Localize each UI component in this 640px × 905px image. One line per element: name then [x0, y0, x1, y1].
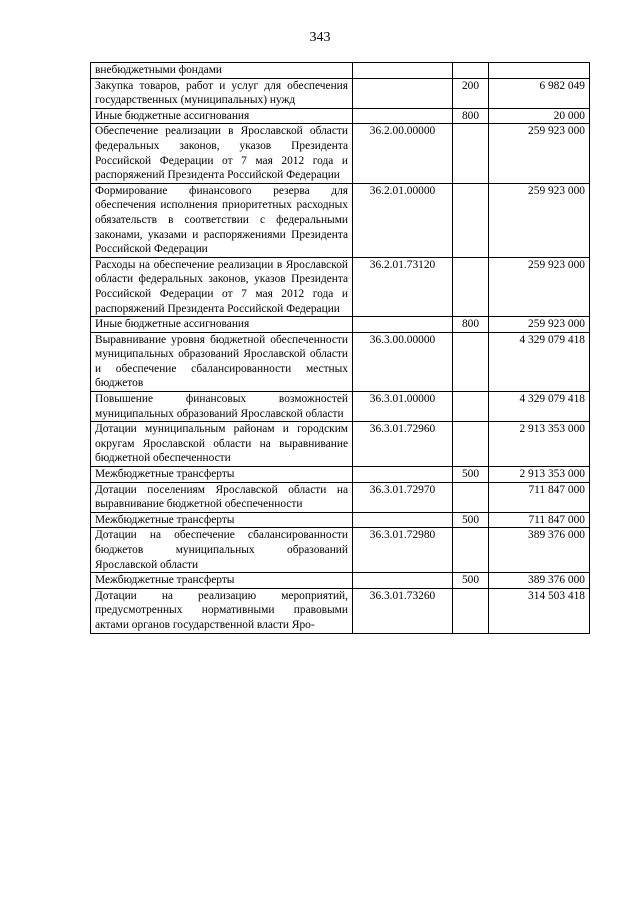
table-row — [91, 63, 590, 79]
table-row — [91, 467, 590, 483]
row-code: 36.3.01.72980 — [353, 528, 453, 573]
row-sum: 711 847 000 — [489, 482, 590, 512]
row-name: Межбюджетные трансферты — [91, 467, 353, 483]
row-sum: 4 329 079 418 — [489, 392, 590, 422]
table-row — [91, 528, 590, 573]
row-code — [353, 108, 453, 124]
row-code: 36.3.01.73260 — [353, 588, 453, 633]
row-sum: 20 000 — [489, 108, 590, 124]
row-code: 36.3.01.00000 — [353, 392, 453, 422]
table-row — [91, 317, 590, 333]
row-sum: 314 503 418 — [489, 588, 590, 633]
row-sum: 4 329 079 418 — [489, 332, 590, 391]
row-type: 500 — [453, 573, 489, 589]
table-row — [91, 332, 590, 391]
row-name: Иные бюджетные ассигнования — [91, 317, 353, 333]
row-type: 500 — [453, 512, 489, 528]
row-code — [353, 467, 453, 483]
row-name: Повышение финансовых возможностей муниципальных образований Ярославской области — [91, 392, 353, 422]
table-row — [91, 108, 590, 124]
row-code: 36.2.01.73120 — [353, 257, 453, 316]
budget-table — [90, 62, 590, 634]
row-code — [353, 63, 453, 79]
table-row — [91, 392, 590, 422]
row-code — [353, 512, 453, 528]
row-type — [453, 183, 489, 257]
row-name: Расходы на обеспечение реализации в Ярославской области федеральных законов, указов Президента Российской Федерации от 7 мая 2012 года и распоряжений Президента Российской Федерации — [91, 257, 353, 316]
row-type: 500 — [453, 467, 489, 483]
row-sum: 259 923 000 — [489, 257, 590, 316]
row-name: внебюджетными фондами — [91, 63, 353, 79]
row-type — [453, 588, 489, 633]
table-row — [91, 422, 590, 467]
row-sum: 2 913 353 000 — [489, 422, 590, 467]
row-code — [353, 317, 453, 333]
row-name: Обеспечение реализации в Ярославской области федеральных законов, указов Президента Российской Федерации от 7 мая 2012 года и распоряжений Президента Российской Федерации — [91, 124, 353, 183]
row-code: 36.2.01.00000 — [353, 183, 453, 257]
table-row — [91, 124, 590, 183]
row-name: Иные бюджетные ассигнования — [91, 108, 353, 124]
table-row — [91, 588, 590, 633]
row-type — [453, 332, 489, 391]
row-name: Дотации на обеспечение сбалансированности бюджетов муниципальных образований Ярославской области — [91, 528, 353, 573]
row-sum: 259 923 000 — [489, 124, 590, 183]
row-type — [453, 63, 489, 79]
row-sum: 389 376 000 — [489, 528, 590, 573]
row-sum: 711 847 000 — [489, 512, 590, 528]
row-name: Формирование финансового резерва для обеспечения исполнения приоритетных расходных обязательств в соответствии с федеральными законами, указами и распоряжениями Президента Российской Федерации — [91, 183, 353, 257]
row-sum: 259 923 000 — [489, 183, 590, 257]
row-sum: 6 982 049 — [489, 78, 590, 108]
table-row — [91, 257, 590, 316]
row-type — [453, 528, 489, 573]
row-code — [353, 573, 453, 589]
row-sum: 2 913 353 000 — [489, 467, 590, 483]
row-sum: 389 376 000 — [489, 573, 590, 589]
table-row — [91, 482, 590, 512]
row-code: 36.3.01.72970 — [353, 482, 453, 512]
row-code: 36.2.00.00000 — [353, 124, 453, 183]
row-name: Дотации муниципальным районам и городским округам Ярославской области на выравнивание бюджетной обеспеченности — [91, 422, 353, 467]
page-number: 343 — [309, 30, 331, 45]
row-type — [453, 422, 489, 467]
row-type — [453, 482, 489, 512]
table-row — [91, 512, 590, 528]
table-row — [91, 78, 590, 108]
row-name: Выравнивание уровня бюджетной обеспеченности муниципальных образований Ярославской области и обеспечение сбалансированности местных бюджетов — [91, 332, 353, 391]
row-code: 36.3.00.00000 — [353, 332, 453, 391]
row-type — [453, 257, 489, 316]
row-name: Закупка товаров, работ и услуг для обеспечения государственных (муниципальных) нужд — [91, 78, 353, 108]
row-sum — [489, 63, 590, 79]
row-type — [453, 124, 489, 183]
budget-table-body — [91, 63, 590, 634]
table-row — [91, 183, 590, 257]
row-code — [353, 78, 453, 108]
row-type: 800 — [453, 108, 489, 124]
row-type: 200 — [453, 78, 489, 108]
row-code: 36.3.01.72960 — [353, 422, 453, 467]
row-name: Дотации поселениям Ярославской области на выравнивание бюджетной обеспеченности — [91, 482, 353, 512]
row-name: Межбюджетные трансферты — [91, 573, 353, 589]
table-row — [91, 573, 590, 589]
row-type: 800 — [453, 317, 489, 333]
row-type — [453, 392, 489, 422]
row-sum: 259 923 000 — [489, 317, 590, 333]
row-name: Межбюджетные трансферты — [91, 512, 353, 528]
row-name: Дотации на реализацию мероприятий, предусмотренных нормативными правовыми актами органов государственной власти Яро- — [91, 588, 353, 633]
